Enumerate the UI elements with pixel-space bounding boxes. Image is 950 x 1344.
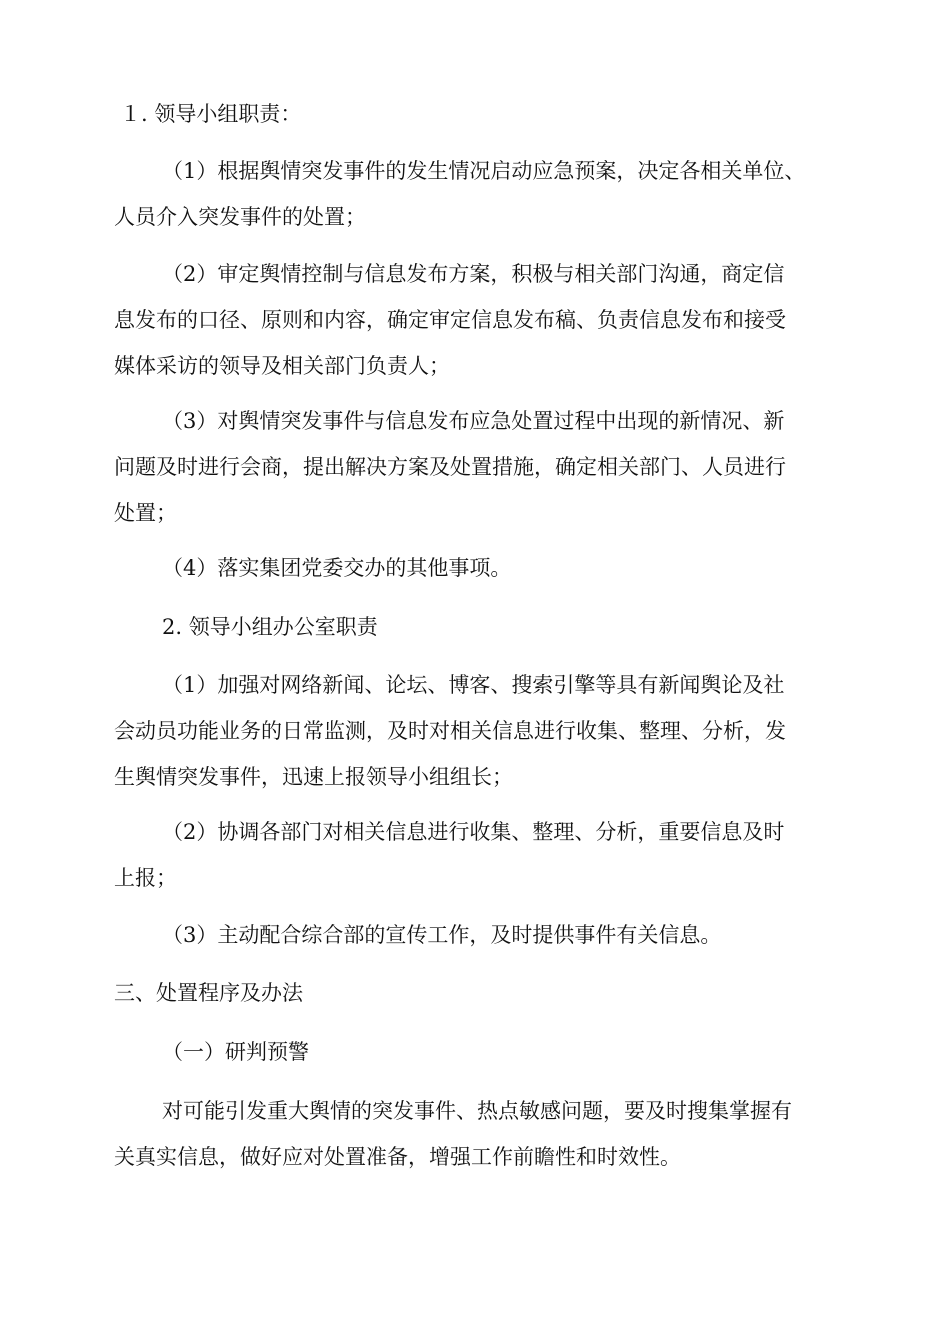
paragraph-duty-2 [114,251,838,389]
paragraph-office-duty-3 [114,912,838,958]
text-line: 三、处置程序及办法 [114,981,303,1005]
text-line: 对可能引发重大舆情的突发事件、热点敏感问题，要及时搜集掌握有 [162,1099,792,1123]
text-line: 处置； [114,501,177,525]
text-line: 人员介入突发事件的处置； [114,205,366,229]
heading-leadership-duties [114,91,838,137]
text-line: 媒体采访的领导及相关部门负责人； [114,354,450,378]
paragraph-assessment [114,1088,838,1180]
paragraph-duty-1 [114,148,838,240]
heading-office-duties [114,604,838,650]
paragraph-office-duty-2 [114,809,838,901]
text-line: 关真实信息，做好应对处置准备，增强工作前瞻性和时效性。 [114,1145,681,1169]
text-line: （一）研判预警 [162,1040,309,1064]
text-line: 生舆情突发事件，迅速上报领导小组组长； [114,765,513,789]
text-line: 2. 领导小组办公室职责 [162,615,378,639]
text-line: 会动员功能业务的日常监测，及时对相关信息进行收集、整理、分析，发 [114,719,786,743]
text-line: （2）审定舆情控制与信息发布方案，积极与相关部门沟通，商定信 [162,262,785,286]
text-line: 问题及时进行会商，提出解决方案及处置措施，确定相关部门、人员进行 [114,455,786,479]
text-line: １. 领导小组职责： [120,102,302,126]
text-line: （3）主动配合综合部的宣传工作，及时提供事件有关信息。 [162,923,722,947]
text-line: （1）加强对网络新闻、论坛、博客、搜索引擎等具有新闻舆论及社 [162,673,785,697]
text-line: （2）协调各部门对相关信息进行收集、整理、分析，重要信息及时 [162,820,785,844]
text-line: （1）根据舆情突发事件的发生情况启动应急预案，决定各相关单位、 [162,159,806,183]
text-line: 息发布的口径、原则和内容，确定审定信息发布稿、负责信息发布和接受 [114,308,786,332]
heading-section-three [114,970,838,1016]
paragraph-office-duty-1 [114,662,838,800]
paragraph-duty-4 [114,545,838,591]
text-line: （3）对舆情突发事件与信息发布应急处置过程中出现的新情况、新 [162,409,785,433]
heading-assessment-warning [114,1029,838,1075]
paragraph-duty-3 [114,398,838,536]
text-line: 上报； [114,866,177,890]
text-line: （4）落实集团党委交办的其他事项。 [162,556,512,580]
